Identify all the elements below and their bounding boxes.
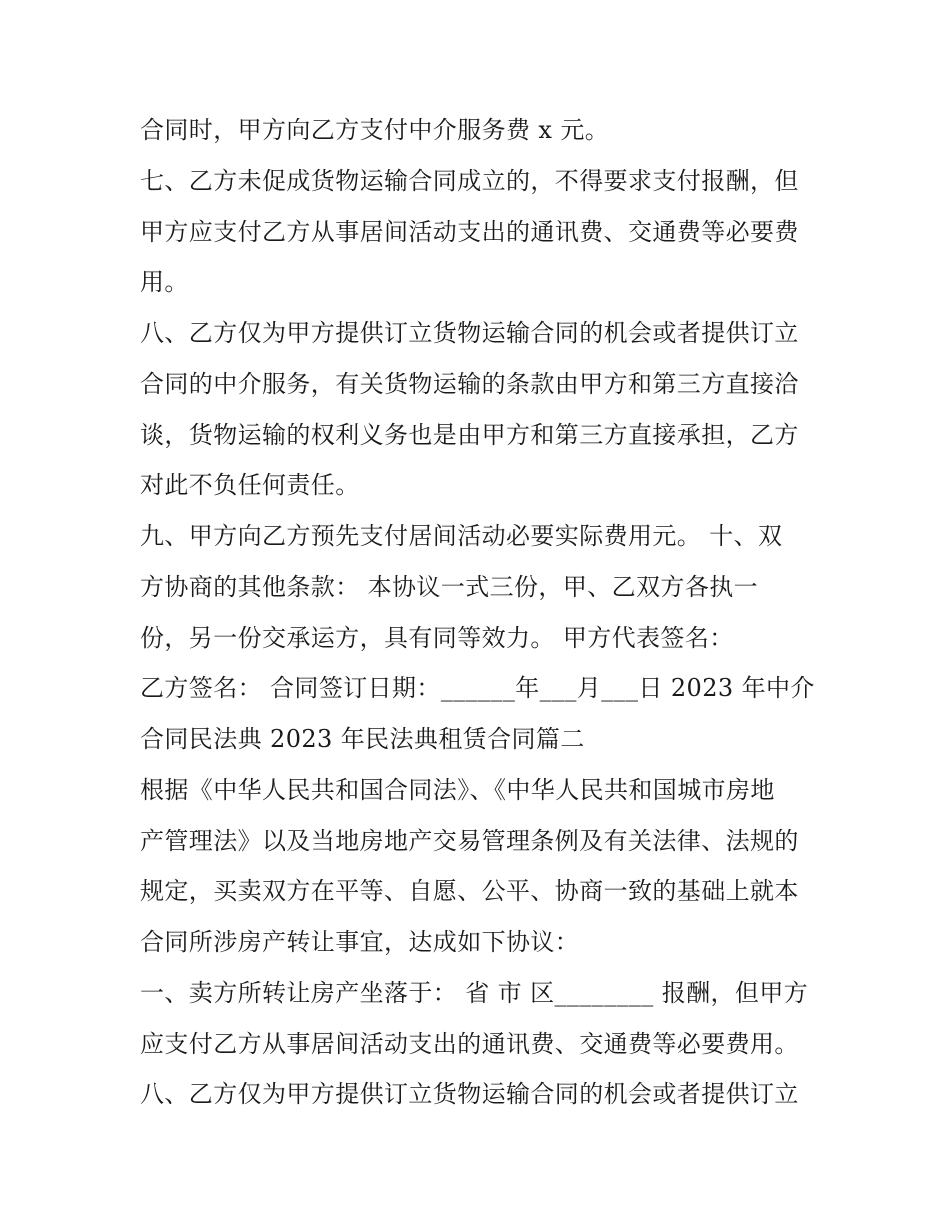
text-line: 产管理法》以及当地房地产交易管理条例及有关法律、法规的 [140,827,799,855]
text-line: 合同时，甲方向乙方支付中介服务费 x 元。 [140,116,610,144]
text-line: 乙方签名： 合同签订日期：______年___月___日 2023 年中介 [140,674,815,702]
text-line: 八、乙方仅为甲方提供订立货物运输合同的机会或者提供订立 [140,319,799,347]
text-line: 合同的中介服务，有关货物运输的条款由甲方和第三方直接洽 [140,370,799,398]
text-line: 规定，买卖双方在平等、自愿、公平、协商一致的基础上就本 [140,877,799,905]
text-line: 合同民法典 2023 年民法典租赁合同篇二 [140,725,585,753]
text-line: 七、乙方未促成货物运输合同成立的，不得要求支付报酬，但 [140,167,799,195]
text-line: 应支付乙方从事居间活动支出的通讯费、交通费等必要费用。 [140,1030,799,1058]
text-line: 方协商的其他条款： 本协议一式三份，甲、乙双方各执一 [140,573,759,601]
text-line: 谈，货物运输的权利义务也是由甲方和第三方直接承担，乙方 [140,421,799,449]
text-line: 用。 [140,268,189,296]
text-line: 甲方应支付乙方从事居间活动支出的通讯费、交通费等必要费 [140,218,799,246]
text-line: 合同所涉房产转让事宜，达成如下协议： [140,928,580,956]
text-line: 份，另一份交承运方，具有同等效力。 甲方代表签名： [140,624,734,652]
text-line: 根据《中华人民共和国合同法》、《中华人民共和国城市房地 [140,776,775,804]
text-line: 八、乙方仅为甲方提供订立货物运输合同的机会或者提供订立 [140,1080,799,1108]
text-line: 九、甲方向乙方预先支付居间活动必要实际费用元。 十、双 [140,522,783,550]
text-line: 对此不负任何责任。 [140,471,360,499]
text-line: 一、卖方所转让房产坐落于： 省 市 区________ 报酬，但甲方 [140,979,809,1007]
